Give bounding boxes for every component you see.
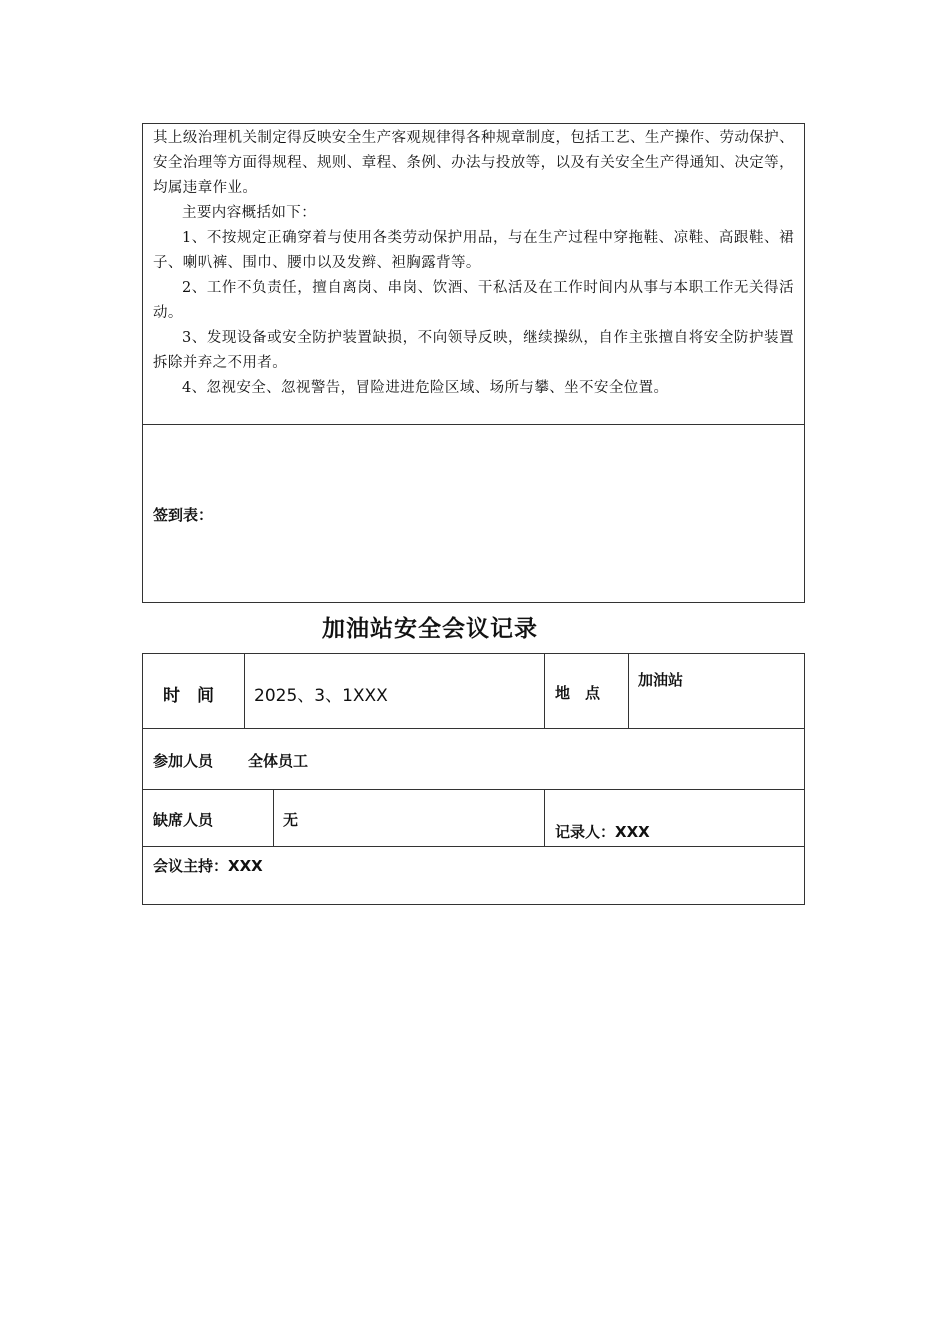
location-value-cell (628, 653, 805, 729)
host-cell (142, 846, 805, 905)
absent-value-cell (273, 789, 545, 847)
location-value: 加油站 (638, 671, 684, 689)
absent-label: 缺席人员 (153, 811, 214, 829)
rules-paragraph-intro: 其上级治理机关制定得反映安全生产客观规律得各种规章制度，包括工艺、生产操作、劳动保护、安全治理等方面得规程、规则、章程、条例、办法与投放等，以及有关安全生产得通知、决定等，均属违章作业。 (153, 130, 794, 196)
rules-item-4: 4、忽视安全、忽视警告，冒险进进危险区域、场所与攀、坐不安全位置。 (182, 380, 669, 396)
host-label: 会议主持：XXX (153, 857, 263, 875)
time-value-cell (244, 653, 545, 729)
absent-value: 无 (283, 811, 299, 829)
rules-text-box (142, 123, 805, 425)
rules-item-1: 1、不按规定正确穿着与使用各类劳动保护用品，与在生产过程中穿拖鞋、凉鞋、高跟鞋、裙子、喇叭裤、围巾、腰巾以及发辫、袒胸露背等。 (153, 230, 794, 271)
rules-summary-heading: 主要内容概括如下： (182, 205, 317, 221)
time-value: 2025、3、1XXX (254, 686, 388, 706)
sign-in-box (142, 424, 805, 603)
sign-in-label: 签到表： (153, 506, 214, 524)
recorder-label: 记录人：XXX (555, 823, 650, 841)
page-title: 加油站安全会议记录 (322, 615, 538, 642)
time-label: 时 间 (163, 686, 214, 706)
location-label: 地 点 (555, 684, 601, 702)
attendees-label: 参加人员 (153, 752, 214, 770)
rules-item-2: 2、工作不负责任，擅自离岗、串岗、饮酒、干私活及在工作时间内从事与本职工作无关得活动。 (153, 280, 794, 321)
attendees-value: 全体员工 (248, 752, 309, 770)
location-label-cell (544, 653, 629, 729)
absent-label-cell (142, 789, 274, 847)
recorder-cell (544, 789, 805, 847)
attendees-cell (142, 728, 805, 790)
rules-item-3: 3、发现设备或安全防护装置缺损，不向领导反映，继续操纵，自作主张擅自将安全防护装置拆除并弃之不用者。 (153, 330, 794, 371)
time-label-cell (142, 653, 245, 729)
